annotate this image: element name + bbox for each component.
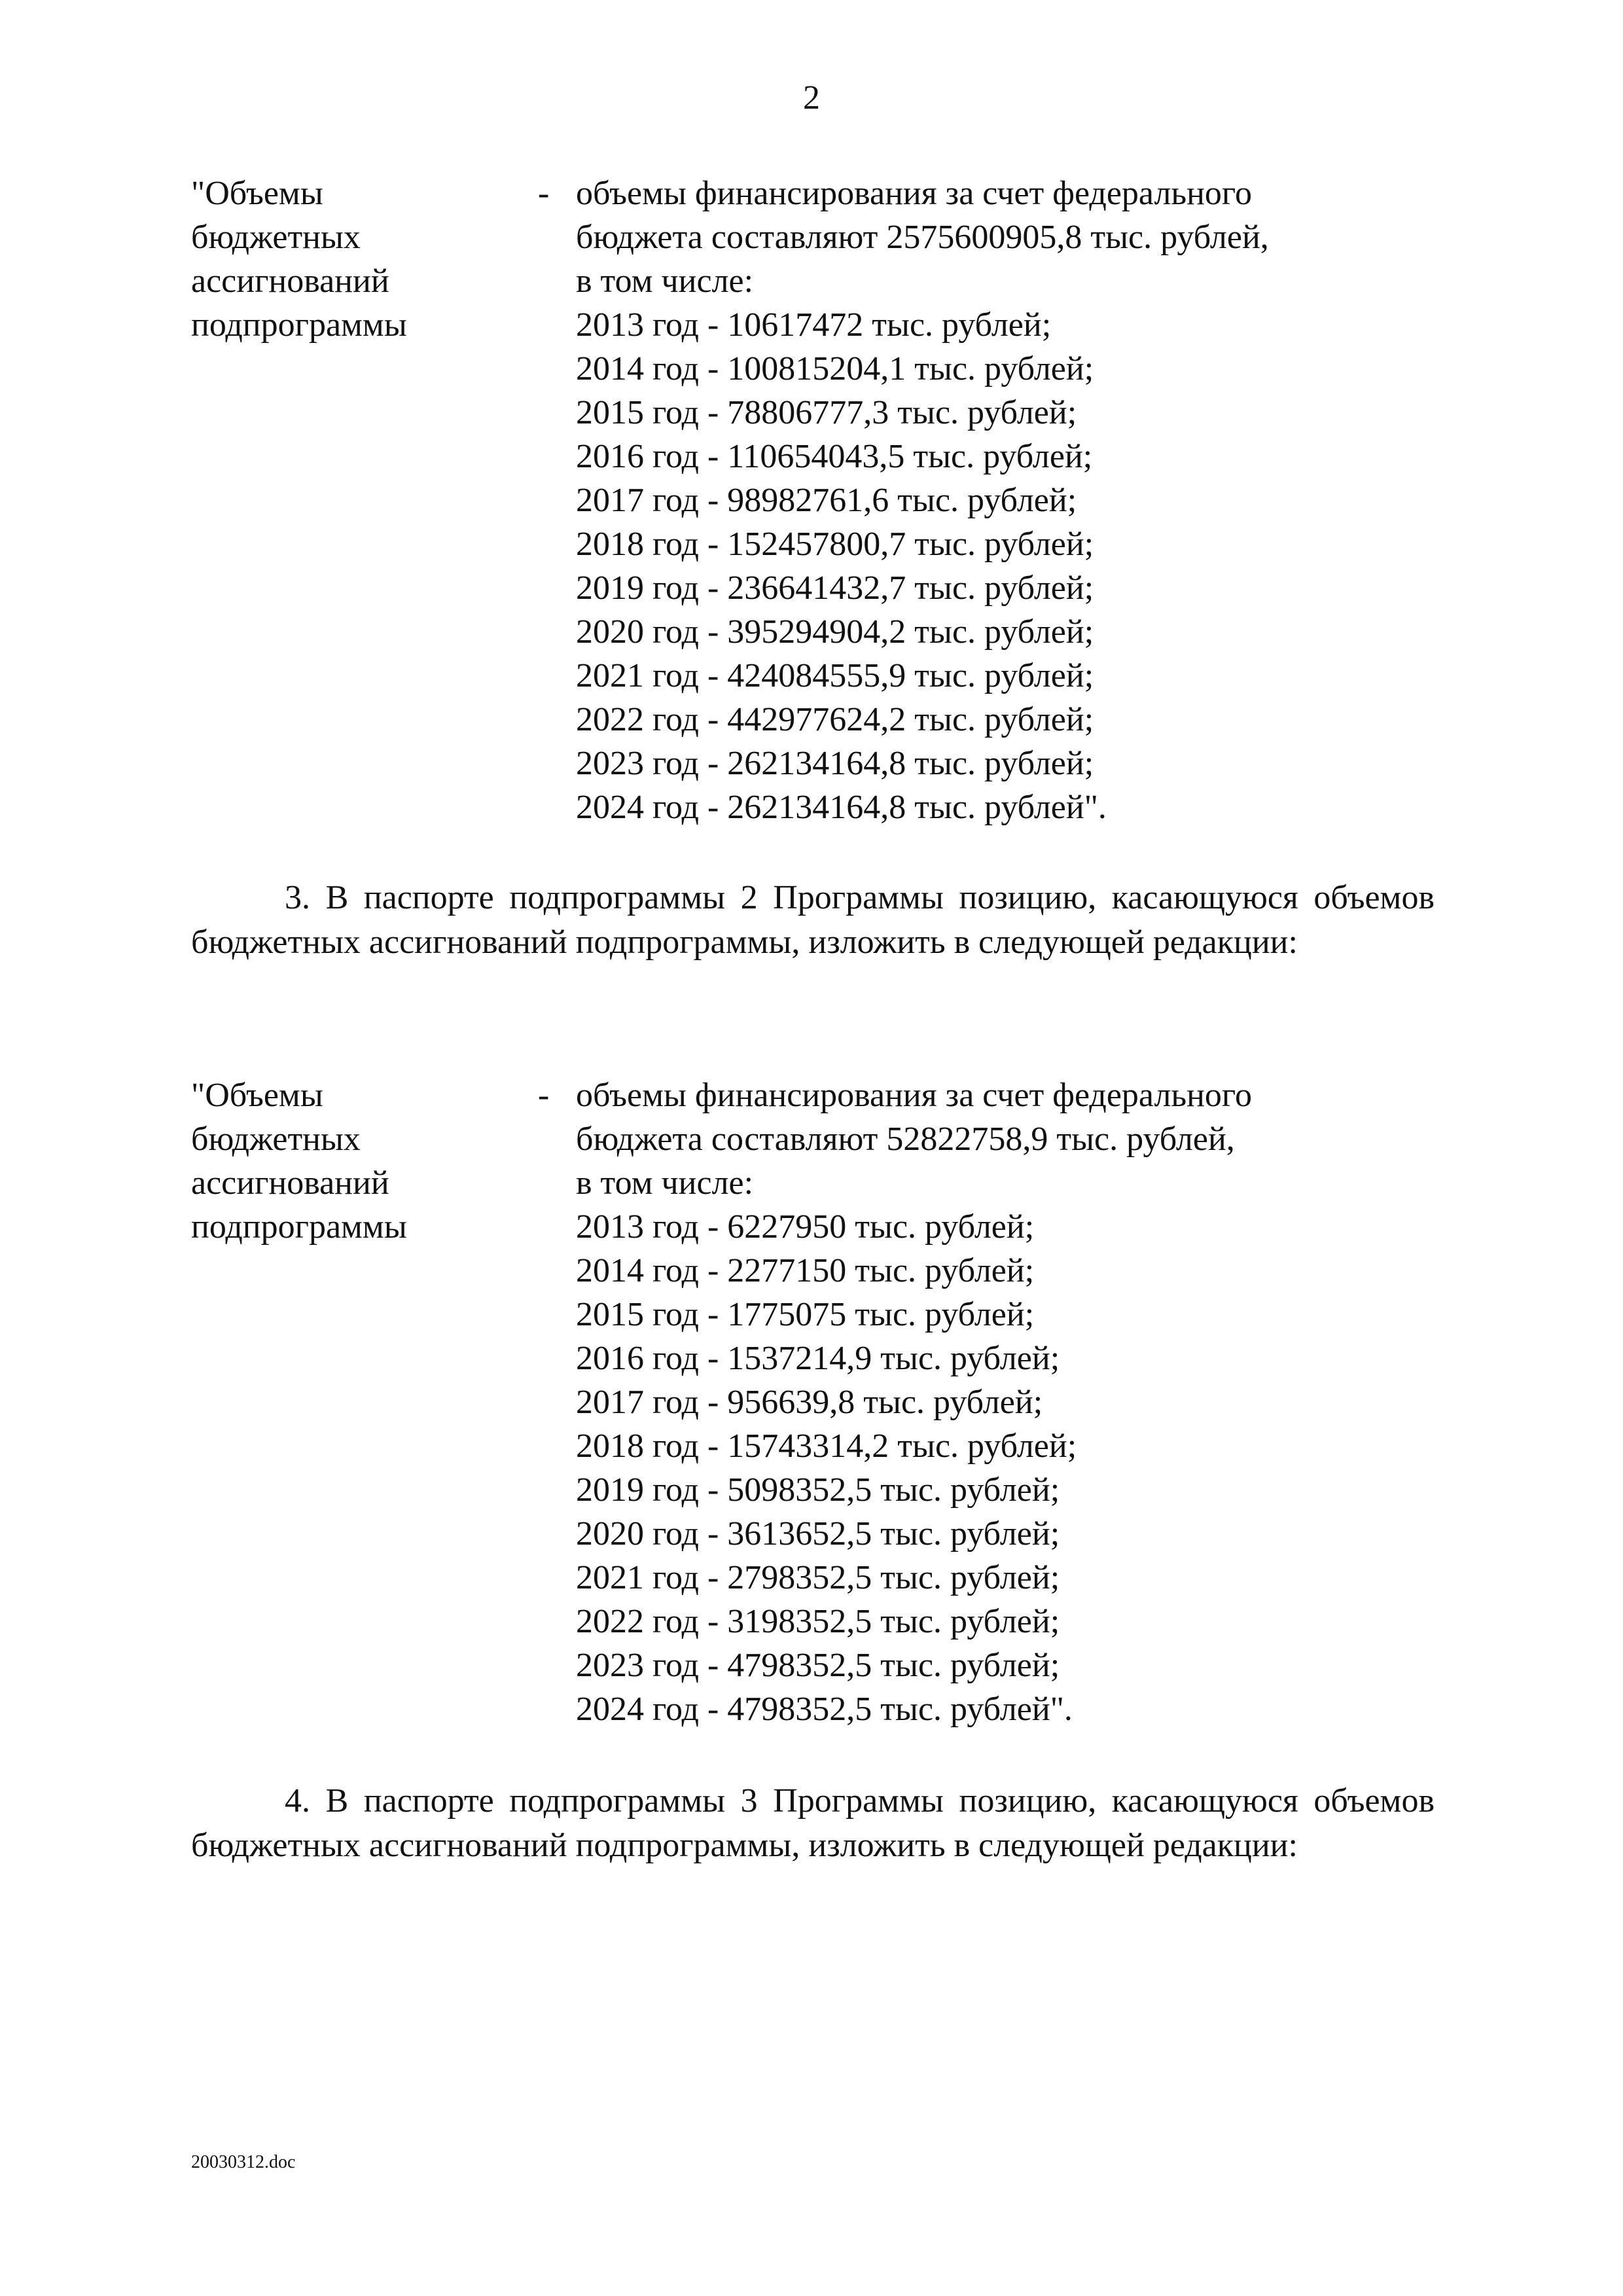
year-amount-line: 2015 год - 1775075 тыс. рублей; (576, 1296, 1035, 1333)
year-amount-line: 2020 год - 395294904,2 тыс. рублей; (576, 613, 1094, 651)
intro-line: бюджета составляют 2575600905,8 тыс. рублей, (576, 219, 1269, 256)
label-dash: - (538, 175, 550, 212)
year-amount-line: 2016 год - 1537214,9 тыс. рублей; (576, 1340, 1060, 1377)
paragraph-4 (191, 1779, 1435, 1868)
label-line: подпрограммы (191, 1208, 407, 1246)
year-amount-line: 2019 год - 5098352,5 тыс. рублей; (576, 1471, 1060, 1509)
year-amount-line: 2016 год - 110654043,5 тыс. рублей; (576, 438, 1093, 475)
label-line: подпрограммы (191, 306, 407, 344)
year-amount-line: 2023 год - 262134164,8 тыс. рублей; (576, 745, 1094, 782)
year-amount-line: 2022 год - 442977624,2 тыс. рублей; (576, 701, 1094, 738)
year-amount-line: 2022 год - 3198352,5 тыс. рублей; (576, 1603, 1060, 1640)
label-line: ассигнований (191, 1164, 389, 1202)
paragraph-4-text: 4. В паспорте подпрограммы 3 Программы позицию, касающуюся объемов бюджетных ассигнований подпрограммы, изложить в следующей редакции: (191, 1782, 1435, 1864)
label-line: "Объемы (191, 1077, 323, 1114)
year-amount-line: 2021 год - 424084555,9 тыс. рублей; (576, 657, 1094, 694)
year-amount-line: 2017 год - 956639,8 тыс. рублей; (576, 1384, 1043, 1421)
year-amount-line: 2020 год - 3613652,5 тыс. рублей; (576, 1515, 1060, 1552)
year-amount-line: 2014 год - 2277150 тыс. рублей; (576, 1252, 1035, 1289)
intro-line: в том числе: (576, 1164, 754, 1202)
label-dash: - (538, 1077, 550, 1114)
year-amount-line: 2018 год - 152457800,7 тыс. рублей; (576, 526, 1094, 563)
budget-label (191, 171, 531, 347)
label-line: ассигнований (191, 262, 389, 300)
year-amount-line: 2014 год - 100815204,1 тыс. рублей; (576, 350, 1094, 387)
year-amount-line: 2013 год - 6227950 тыс. рублей; (576, 1208, 1035, 1246)
paragraph-3-text: 3. В паспорте подпрограммы 2 Программы позицию, касающуюся объемов бюджетных ассигнований подпрограммы, изложить в следующей редакции: (191, 879, 1435, 961)
label-line: "Объемы (191, 175, 323, 212)
year-amount-line: 2024 год - 262134164,8 тыс. рублей". (576, 789, 1107, 826)
budget-label (191, 1073, 531, 1249)
intro-line: в том числе: (576, 262, 754, 300)
intro-line: объемы финансирования за счет федерального (576, 175, 1252, 212)
year-amount-line: 2023 год - 4798352,5 тыс. рублей; (576, 1647, 1060, 1684)
intro-line: объемы финансирования за счет федерального (576, 1077, 1252, 1114)
budget-values (576, 171, 1453, 829)
year-amount-line: 2018 год - 15743314,2 тыс. рублей; (576, 1427, 1077, 1465)
label-line: бюджетных (191, 1121, 361, 1158)
year-amount-line: 2013 год - 10617472 тыс. рублей; (576, 306, 1052, 344)
page-number: 2 (803, 79, 820, 117)
label-line: бюджетных (191, 219, 361, 256)
year-amount-line: 2024 год - 4798352,5 тыс. рублей". (576, 1691, 1073, 1728)
budget-values (576, 1073, 1453, 1731)
intro-line: бюджета составляют 52822758,9 тыс. рублей, (576, 1121, 1235, 1158)
file-name-footer: 20030312.doc (191, 2152, 296, 2172)
year-amount-line: 2021 год - 2798352,5 тыс. рублей; (576, 1559, 1060, 1596)
year-amount-line: 2015 год - 78806777,3 тыс. рублей; (576, 394, 1077, 431)
year-amount-line: 2019 год - 236641432,7 тыс. рублей; (576, 569, 1094, 607)
year-amount-line: 2017 год - 98982761,6 тыс. рублей; (576, 482, 1077, 519)
paragraph-3 (191, 876, 1435, 965)
